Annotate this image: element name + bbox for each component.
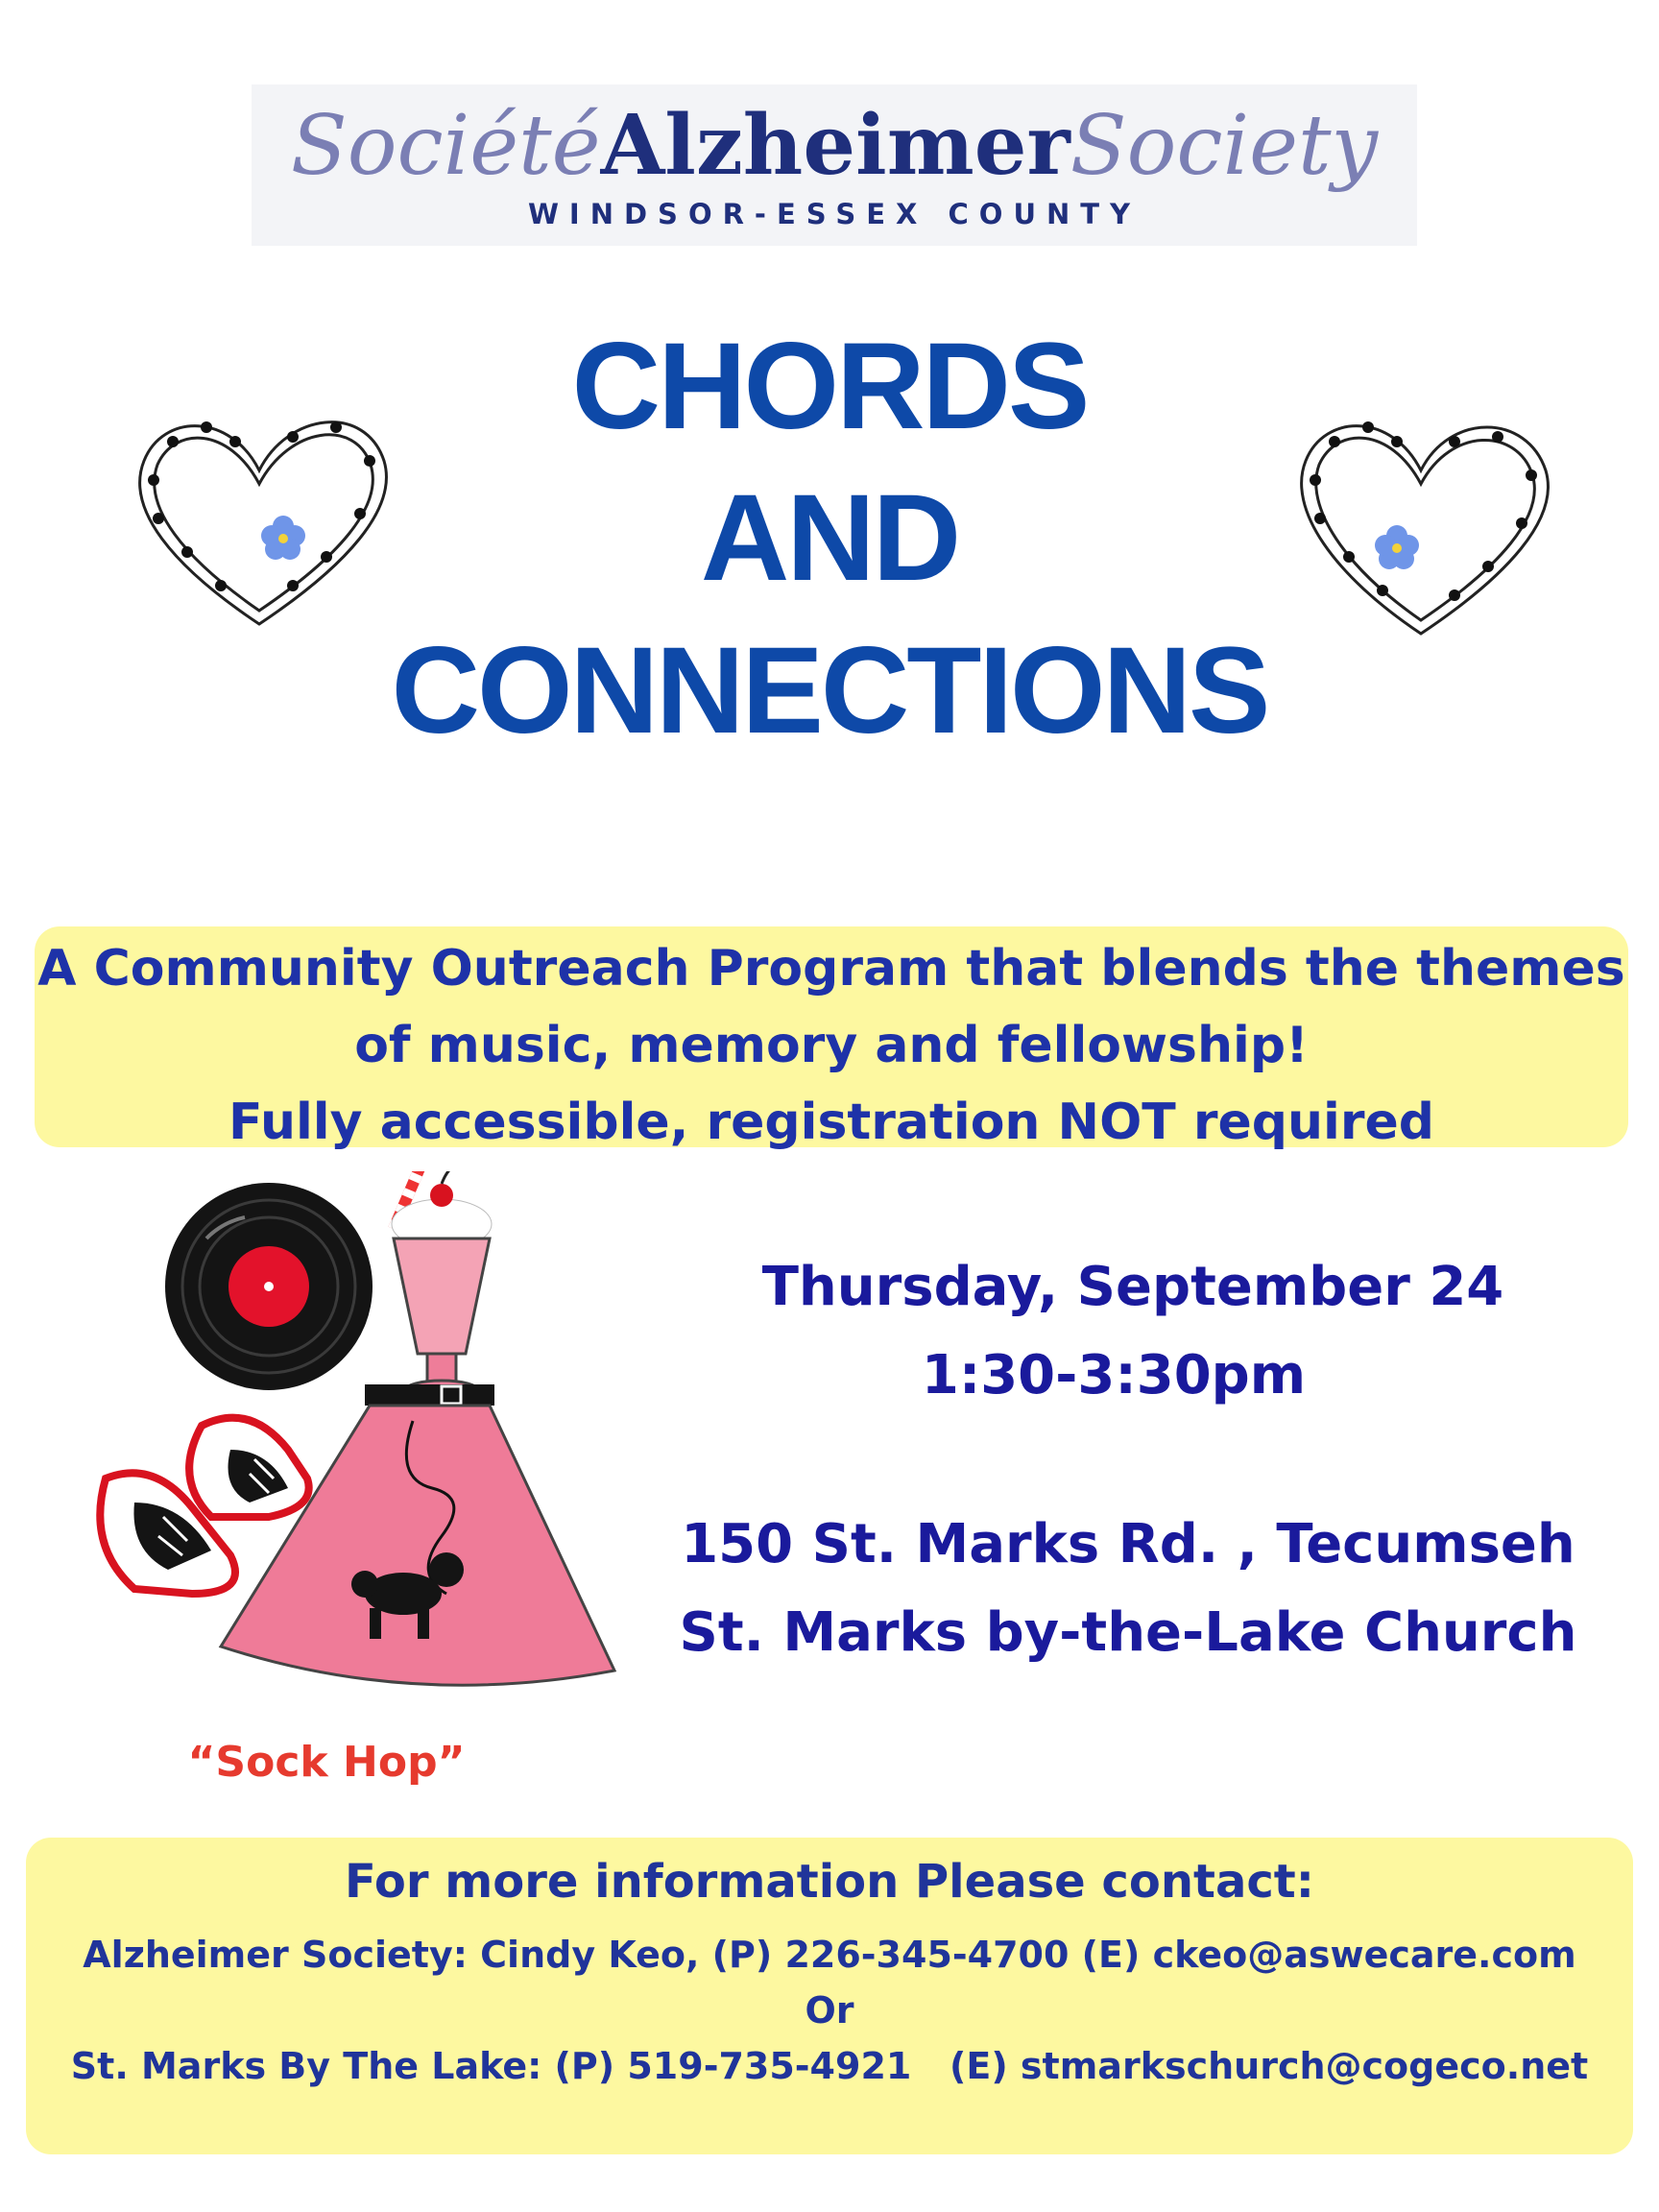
event-date: Thursday, September 24 [761, 1256, 1504, 1318]
poodle-skirt-icon [221, 1384, 614, 1685]
title-line-2: AND [700, 469, 959, 607]
music-heart-right-icon [1277, 384, 1565, 653]
alzheimer-society-logo [252, 84, 1417, 246]
milkshake-icon [392, 1171, 492, 1400]
logo-word-main: Alzheimer [600, 97, 1070, 194]
contact-st-marks: St. Marks By The Lake: (P) 519-735-4921 (E) stmarkschurch@cogeco.net [70, 2045, 1589, 2087]
event-address: 150 St. Marks Rd. , Tecumseh [681, 1513, 1575, 1575]
sock-hop-caption: “Sock Hop” [187, 1738, 466, 1787]
contact-heading: For more information Please contact: [345, 1855, 1314, 1909]
title-line-3: CONNECTIONS [391, 622, 1268, 759]
title-line-1: CHORDS [571, 318, 1088, 455]
contact-separator: Or [805, 1989, 854, 2032]
contact-info-box [26, 1838, 1633, 2154]
music-heart-left-icon [115, 384, 403, 653]
program-line-3: Fully accessible, registration NOT required [228, 1094, 1434, 1151]
logo-subtitle: WINDSOR-ESSEX COUNTY [527, 198, 1142, 230]
program-line-2: of music, memory and fellowship! [354, 1017, 1309, 1074]
contact-alzheimer-society: Alzheimer Society: Cindy Keo, (P) 226-345-4700 (E) ckeo@aswecare.com [83, 1934, 1576, 1976]
vinyl-record-icon [165, 1183, 373, 1390]
event-time: 1:30-3:30pm [921, 1344, 1307, 1407]
logo-word-french: Société [290, 98, 601, 194]
logo-word-english: Society [1070, 98, 1379, 194]
sock-hop-illustration [77, 1171, 634, 1709]
event-venue: St. Marks by-the-Lake Church [679, 1601, 1577, 1664]
logo-wordmark [252, 98, 1417, 194]
program-line-1: A Community Outreach Program that blends the themes [37, 940, 1625, 998]
program-description-box [35, 926, 1628, 1151]
